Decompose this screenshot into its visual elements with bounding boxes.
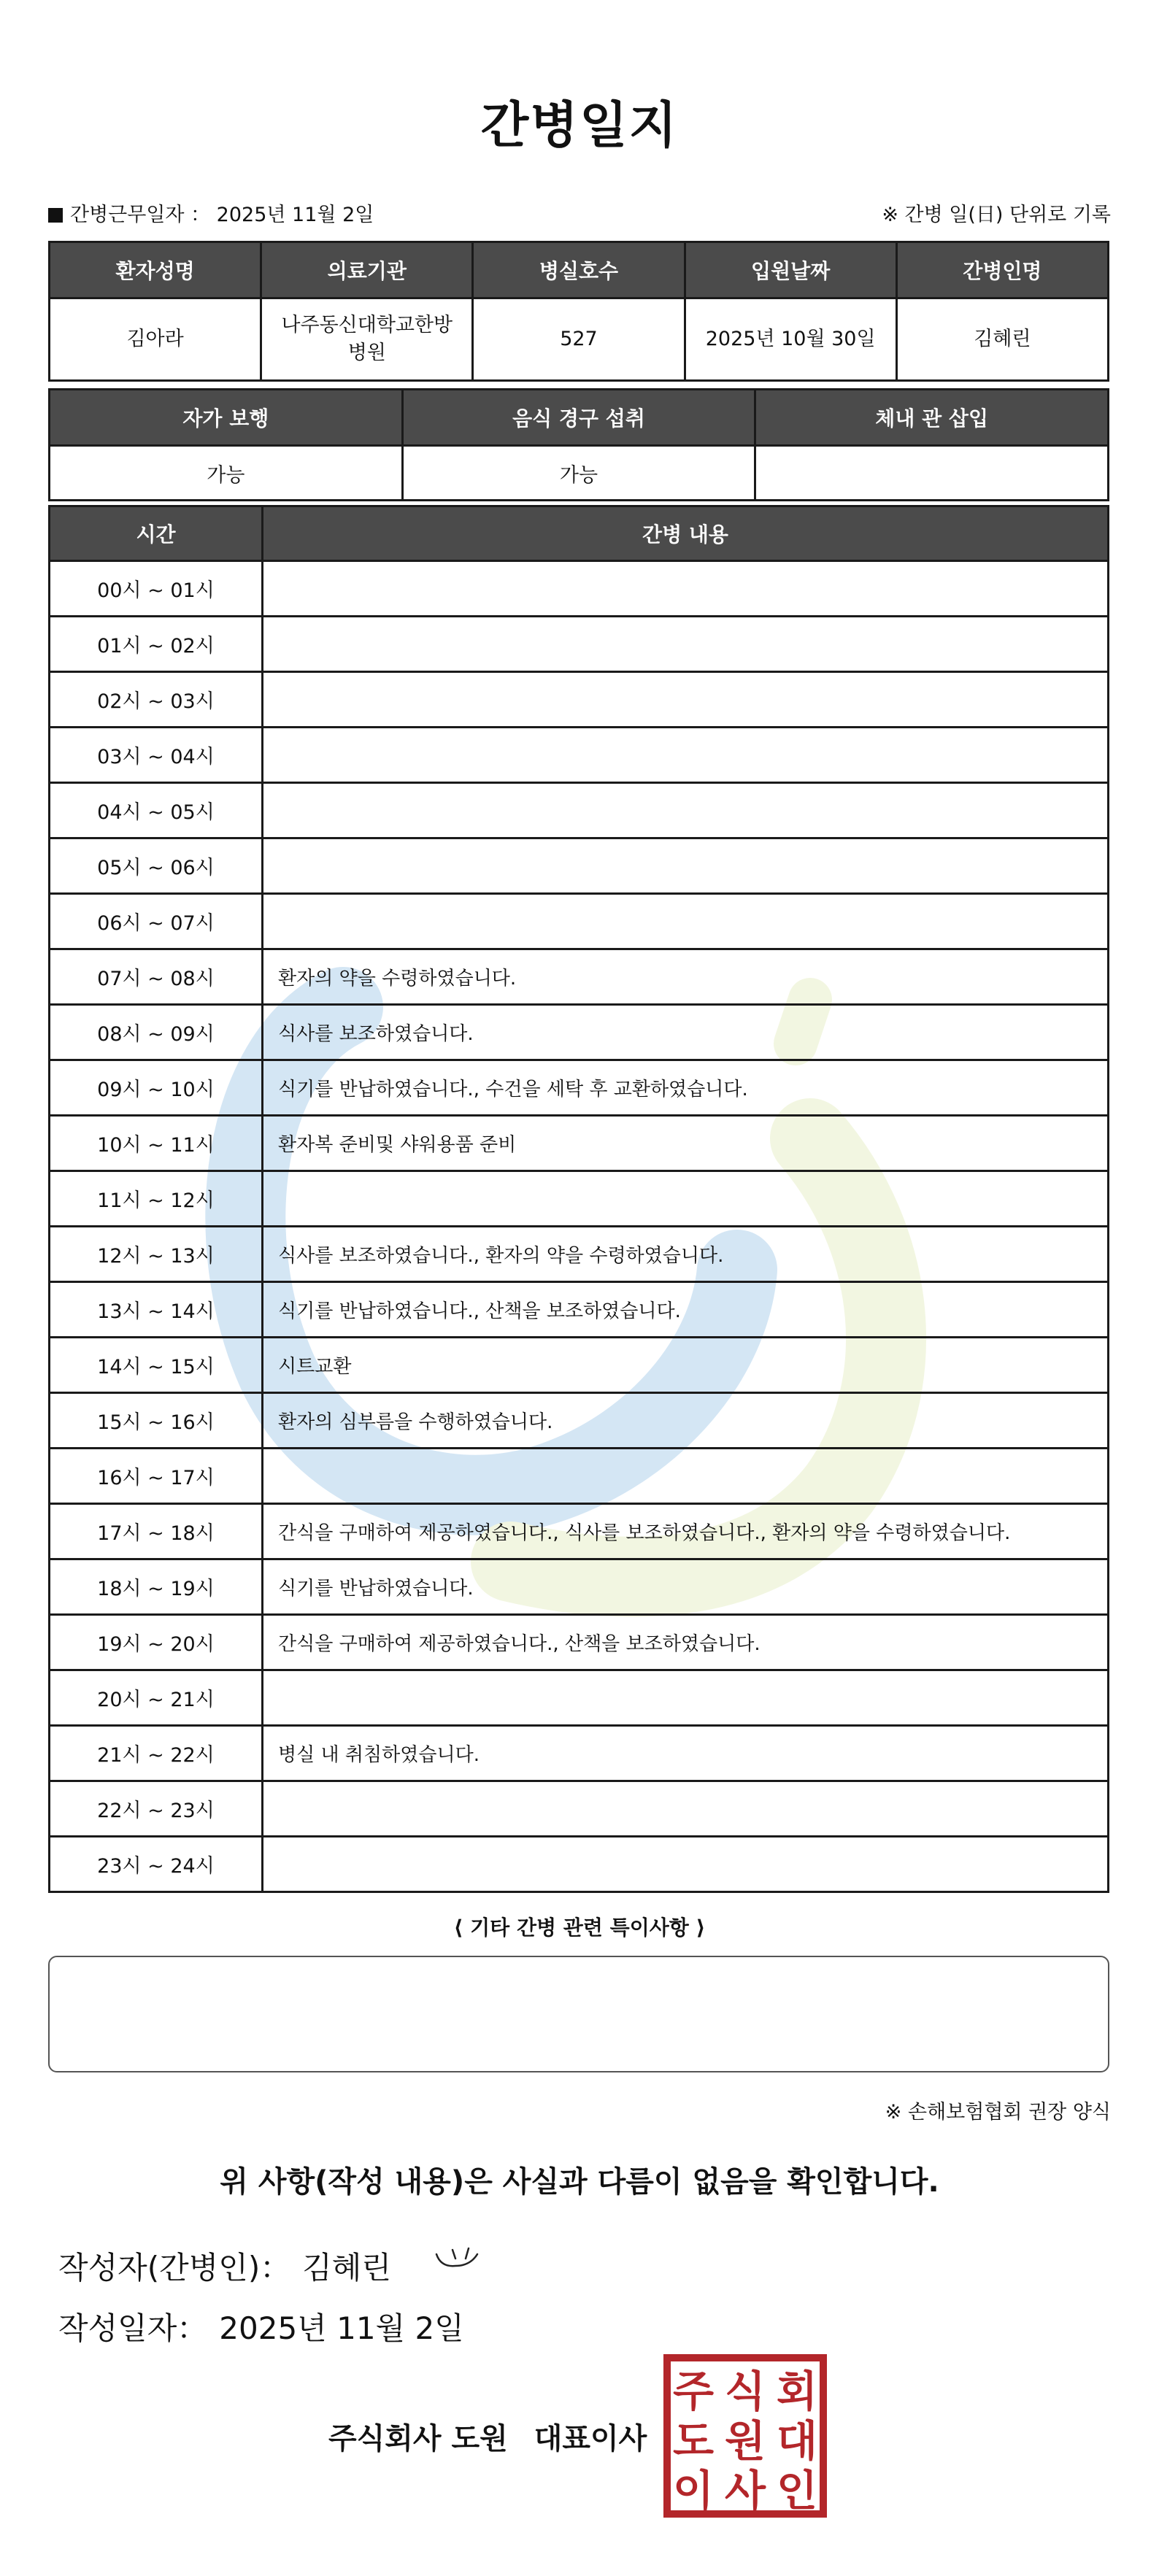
tube-status xyxy=(755,446,1109,501)
company-name: 주식회사 도원 xyxy=(328,2422,508,2456)
time-slot: 09시 ~ 10시 xyxy=(50,1060,263,1116)
patient-name: 김아라 xyxy=(50,298,261,381)
table-row xyxy=(50,1726,1109,1781)
care-content: 시트교환 xyxy=(263,1338,1109,1393)
writer-line xyxy=(58,2244,391,2288)
write-date-label: 작성일자： xyxy=(58,2310,208,2346)
extra-notes-title: ⟨ 기타 간병 관련 특이사항 ⟩ xyxy=(453,1916,706,1940)
care-content: 식사를 보조하였습니다. xyxy=(263,1005,1109,1060)
care-content: 간식을 구매하여 제공하였습니다., 산책을 보조하였습니다. xyxy=(263,1615,1109,1670)
time-slot: 11시 ~ 12시 xyxy=(50,1171,263,1227)
confirm-statement: 위 사항(작성 내용)은 사실과 다름이 없음을 확인합니다. xyxy=(220,2165,939,2199)
svg-text:주: 주 xyxy=(672,2367,715,2416)
table-row xyxy=(50,561,1109,617)
care-log-table xyxy=(48,505,1109,1893)
care-content xyxy=(263,672,1109,728)
work-date-label: 간병근무일자 ： xyxy=(70,204,211,226)
table-row xyxy=(50,1116,1109,1171)
care-content: 환자의 심부름을 수행하였습니다. xyxy=(263,1393,1109,1449)
time-slot: 00시 ~ 01시 xyxy=(50,561,263,617)
table-row xyxy=(50,1005,1109,1060)
time-slot: 21시 ~ 22시 xyxy=(50,1726,263,1781)
care-content: 간식을 구매하여 제공하였습니다., 식사를 보조하였습니다., 환자의 약을 수령하였습니다. xyxy=(263,1504,1109,1559)
table-row xyxy=(50,1837,1109,1892)
company-line xyxy=(328,2415,647,2457)
caregiver-name: 김혜린 xyxy=(896,298,1108,381)
time-slot: 12시 ~ 13시 xyxy=(50,1227,263,1282)
care-content xyxy=(263,894,1109,949)
time-slot: 02시 ~ 03시 xyxy=(50,672,263,728)
care-content xyxy=(263,617,1109,672)
care-content xyxy=(263,1837,1109,1892)
time-slot: 14시 ~ 15시 xyxy=(50,1338,263,1393)
table-row xyxy=(50,1227,1109,1282)
time-slot: 06시 ~ 07시 xyxy=(50,894,263,949)
square-bullet-icon xyxy=(48,208,63,223)
svg-text:이: 이 xyxy=(672,2466,715,2515)
time-slot: 19시 ~ 20시 xyxy=(50,1615,263,1670)
care-content: 식기를 반납하였습니다., 수건을 세탁 후 교환하였습니다. xyxy=(263,1060,1109,1116)
care-content xyxy=(263,561,1109,617)
status-table xyxy=(48,388,1109,501)
time-slot: 03시 ~ 04시 xyxy=(50,728,263,783)
company-seal xyxy=(663,2353,828,2518)
table-row xyxy=(50,1781,1109,1837)
signature xyxy=(431,2244,496,2280)
table-row xyxy=(50,672,1109,728)
table-row xyxy=(50,1060,1109,1116)
care-content: 환자복 준비및 샤워용품 준비 xyxy=(263,1116,1109,1171)
table-row xyxy=(50,838,1109,894)
patient-table xyxy=(48,241,1109,382)
time-slot: 23시 ~ 24시 xyxy=(50,1837,263,1892)
time-slot: 22시 ~ 23시 xyxy=(50,1781,263,1837)
page-title: 간병일지 xyxy=(480,97,679,155)
table-row xyxy=(50,1559,1109,1615)
table-row xyxy=(50,894,1109,949)
svg-text:대: 대 xyxy=(776,2416,818,2466)
table-row xyxy=(50,783,1109,838)
header-patient-name: 환자성명 xyxy=(50,242,261,298)
record-note: ※ 간병 일(日) 단위로 기록 xyxy=(882,204,1111,226)
header-tube: 체내 관 삽입 xyxy=(755,390,1109,446)
time-slot: 07시 ~ 08시 xyxy=(50,949,263,1005)
header-oral-intake: 음식 경구 섭취 xyxy=(402,390,755,446)
care-content xyxy=(263,838,1109,894)
care-content xyxy=(263,1781,1109,1837)
table-row xyxy=(50,949,1109,1005)
svg-text:원: 원 xyxy=(724,2416,766,2466)
care-content xyxy=(263,783,1109,838)
time-slot: 08시 ~ 09시 xyxy=(50,1005,263,1060)
time-slot: 16시 ~ 17시 xyxy=(50,1449,263,1504)
ceo-title: 대표이사 xyxy=(534,2422,647,2456)
room-number: 527 xyxy=(473,298,685,381)
header-room: 병실호수 xyxy=(473,242,685,298)
time-slot: 01시 ~ 02시 xyxy=(50,617,263,672)
care-content xyxy=(263,1171,1109,1227)
header-care-content: 간병 내용 xyxy=(263,506,1109,561)
time-slot: 04시 ~ 05시 xyxy=(50,783,263,838)
writer-name: 김혜린 xyxy=(302,2250,391,2286)
table-row xyxy=(50,617,1109,672)
time-slot: 18시 ~ 19시 xyxy=(50,1559,263,1615)
table-row xyxy=(50,728,1109,783)
table-row xyxy=(50,1670,1109,1726)
care-content: 병실 내 취침하였습니다. xyxy=(263,1726,1109,1781)
time-slot: 13시 ~ 14시 xyxy=(50,1282,263,1338)
svg-text:회: 회 xyxy=(776,2367,818,2416)
care-content xyxy=(263,1670,1109,1726)
care-content: 식기를 반납하였습니다., 산책을 보조하였습니다. xyxy=(263,1282,1109,1338)
hospital-name: 나주동신대학교한방 병원 xyxy=(261,298,473,381)
care-content: 식기를 반납하였습니다. xyxy=(263,1559,1109,1615)
header-walking: 자가 보행 xyxy=(50,390,403,446)
header-time: 시간 xyxy=(50,506,263,561)
writer-label: 작성자(간병인)： xyxy=(58,2250,291,2286)
svg-text:도: 도 xyxy=(672,2416,715,2466)
table-row xyxy=(50,1338,1109,1393)
time-slot: 20시 ~ 21시 xyxy=(50,1670,263,1726)
write-date: 2025년 11월 2일 xyxy=(219,2310,464,2346)
work-date-value: 2025년 11월 2일 xyxy=(216,204,374,226)
walking-status: 가능 xyxy=(50,446,403,501)
write-date-line xyxy=(58,2305,464,2348)
table-row xyxy=(50,1449,1109,1504)
table-row xyxy=(50,1171,1109,1227)
extra-notes-box xyxy=(48,1956,1109,2072)
admission-date: 2025년 10월 30일 xyxy=(685,298,896,381)
time-slot: 05시 ~ 06시 xyxy=(50,838,263,894)
care-content xyxy=(263,728,1109,783)
oral-intake-status: 가능 xyxy=(402,446,755,501)
svg-text:인: 인 xyxy=(776,2466,818,2515)
header-caregiver: 간병인명 xyxy=(896,242,1108,298)
table-row xyxy=(50,1504,1109,1559)
svg-text:식: 식 xyxy=(724,2367,766,2416)
time-slot: 10시 ~ 11시 xyxy=(50,1116,263,1171)
header-admission-date: 입원날짜 xyxy=(685,242,896,298)
table-row xyxy=(50,1615,1109,1670)
recommend-note: ※ 손해보험협회 권장 양식 xyxy=(885,2101,1111,2124)
care-content: 식사를 보조하였습니다., 환자의 약을 수령하였습니다. xyxy=(263,1227,1109,1282)
care-content xyxy=(263,1449,1109,1504)
table-row xyxy=(50,1393,1109,1449)
care-content: 환자의 약을 수령하였습니다. xyxy=(263,949,1109,1005)
work-date xyxy=(48,198,374,227)
time-slot: 17시 ~ 18시 xyxy=(50,1504,263,1559)
svg-text:사: 사 xyxy=(724,2466,766,2515)
header-hospital: 의료기관 xyxy=(261,242,473,298)
table-row xyxy=(50,1282,1109,1338)
time-slot: 15시 ~ 16시 xyxy=(50,1393,263,1449)
